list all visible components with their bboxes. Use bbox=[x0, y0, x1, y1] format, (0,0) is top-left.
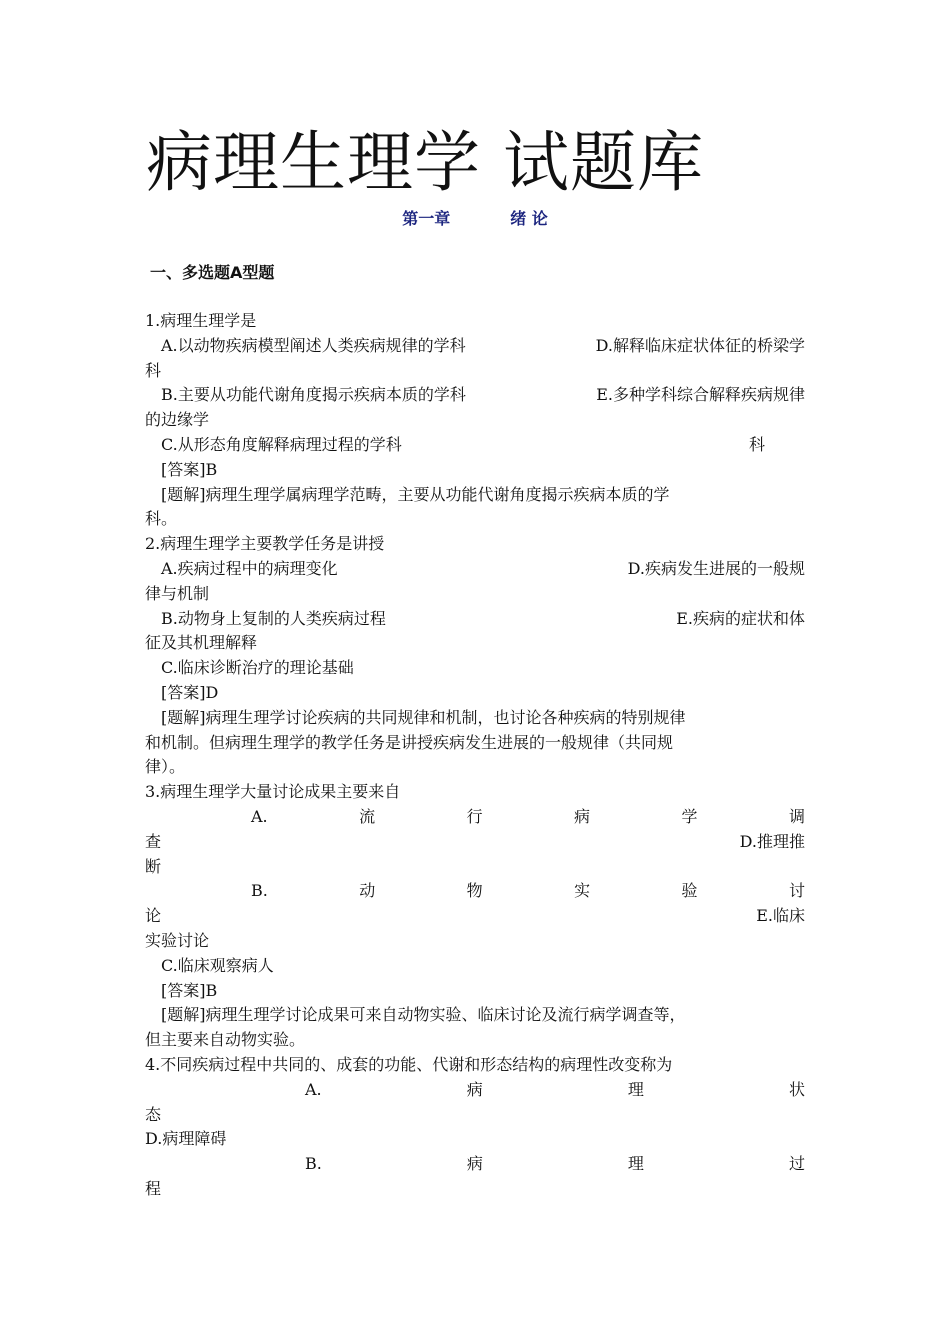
option-char: B. bbox=[305, 1154, 322, 1174]
option-wrap: 科 bbox=[145, 360, 162, 380]
option-wrap: 征及其机理解释 bbox=[145, 633, 258, 653]
option-char: 动 bbox=[359, 881, 376, 901]
option-row bbox=[145, 334, 805, 359]
option-wrap: 态 bbox=[145, 1104, 162, 1124]
option-row bbox=[145, 557, 805, 582]
section-heading: 一、多选题A型题 bbox=[150, 263, 275, 282]
question-stem: 4.不同疾病过程中共同的、成套的功能、代谢和形态结构的病理性改变称为 bbox=[145, 1054, 673, 1074]
option-char: 物 bbox=[466, 881, 483, 901]
option-row bbox=[145, 830, 805, 855]
option-wrap: 的边缘学 bbox=[145, 410, 210, 430]
question-stem: 2.病理生理学主要教学任务是讲授 bbox=[145, 534, 385, 554]
explanation-line: 和机制。但病理生理学的教学任务是讲授疾病发生进展的一般规律（共同规 bbox=[145, 732, 674, 752]
option-row bbox=[145, 1078, 805, 1103]
option-c: C.临床诊断治疗的理论基础 bbox=[161, 658, 354, 678]
explanation bbox=[145, 1003, 805, 1028]
option-wrap: 科 bbox=[748, 434, 765, 454]
option-e: E.多种学科综合解释疾病规律 bbox=[596, 385, 805, 405]
option-row bbox=[145, 607, 805, 632]
explanation-line: 但主要来自动物实验。 bbox=[145, 1030, 306, 1050]
option-row bbox=[145, 879, 805, 904]
option-d: D.疾病发生进展的一般规 bbox=[627, 558, 805, 578]
option-char: 实 bbox=[574, 881, 591, 901]
option-a: A.疾病过程中的病理变化 bbox=[161, 558, 338, 578]
chapter-heading bbox=[0, 206, 950, 229]
option-wrap: 断 bbox=[145, 856, 162, 876]
option-char: B. bbox=[251, 881, 268, 901]
option-char: 流 bbox=[359, 806, 376, 826]
chapter-name: 绪 论 bbox=[510, 209, 548, 228]
explanation-line: [题解]病理生理学属病理学范畴，主要从功能代谢角度揭示疾病本质的学 bbox=[161, 484, 670, 504]
explanation bbox=[145, 706, 805, 731]
option-char: 学 bbox=[681, 806, 698, 826]
chapter-number: 第一章 bbox=[402, 209, 451, 228]
option-char: 行 bbox=[466, 806, 483, 826]
explanation bbox=[145, 483, 805, 508]
option-wrap: 程 bbox=[145, 1178, 162, 1198]
option-row bbox=[145, 805, 805, 830]
option-d: D.解释临床症状体征的桥梁学 bbox=[595, 335, 805, 355]
option-c: C.临床观察病人 bbox=[161, 955, 274, 975]
option-wrap: 查 bbox=[145, 831, 162, 851]
option-char: 状 bbox=[788, 1079, 805, 1099]
answer: [答案]B bbox=[161, 459, 218, 479]
explanation-line: 科。 bbox=[145, 509, 178, 529]
option-c: C.从形态角度解释病理过程的学科 bbox=[161, 434, 402, 454]
option-d: D.病理障碍 bbox=[145, 1129, 227, 1149]
option-b: B.主要从功能代谢角度揭示疾病本质的学科 bbox=[161, 385, 466, 405]
option-char: 理 bbox=[627, 1154, 644, 1174]
option-a: A.以动物疾病模型阐述人类疾病规律的学科 bbox=[161, 335, 466, 355]
option-char: 过 bbox=[788, 1154, 805, 1174]
question-list bbox=[145, 309, 805, 1202]
option-char: A. bbox=[251, 806, 268, 826]
option-e: E.疾病的症状和体 bbox=[676, 608, 805, 628]
option-wrap: 实验讨论 bbox=[145, 930, 210, 950]
option-char: 讨 bbox=[788, 881, 805, 901]
explanation-line: [题解]病理生理学讨论成果可来自动物实验、临床讨论及流行病学调查等， bbox=[161, 1005, 686, 1025]
option-row bbox=[145, 1152, 805, 1177]
option-char: 验 bbox=[681, 881, 698, 901]
option-row bbox=[145, 433, 805, 458]
question-stem: 1.病理生理学是 bbox=[145, 311, 257, 330]
option-d: D.推理推 bbox=[739, 831, 805, 851]
option-wrap: 论 bbox=[145, 906, 162, 926]
option-row bbox=[145, 904, 805, 929]
option-e: E.临床 bbox=[756, 906, 805, 926]
option-char: 调 bbox=[788, 806, 805, 826]
explanation-line: [题解]病理生理学讨论疾病的共同规律和机制，也讨论各种疾病的特别规律 bbox=[161, 707, 686, 727]
answer: [答案]B bbox=[161, 980, 218, 1000]
answer: [答案]D bbox=[161, 682, 219, 702]
page-title: 病理生理学 试题库 bbox=[146, 124, 704, 201]
option-char: A. bbox=[305, 1079, 322, 1099]
option-char: 病 bbox=[466, 1154, 483, 1174]
option-row bbox=[145, 383, 805, 408]
option-char: 病 bbox=[466, 1079, 483, 1099]
explanation-line: 律）。 bbox=[145, 757, 186, 777]
option-char: 病 bbox=[574, 806, 591, 826]
option-b: B.动物身上复制的人类疾病过程 bbox=[161, 608, 386, 628]
option-wrap: 律与机制 bbox=[145, 583, 210, 603]
question-stem: 3.病理生理学大量讨论成果主要来自 bbox=[145, 782, 401, 802]
option-char: 理 bbox=[627, 1079, 644, 1099]
